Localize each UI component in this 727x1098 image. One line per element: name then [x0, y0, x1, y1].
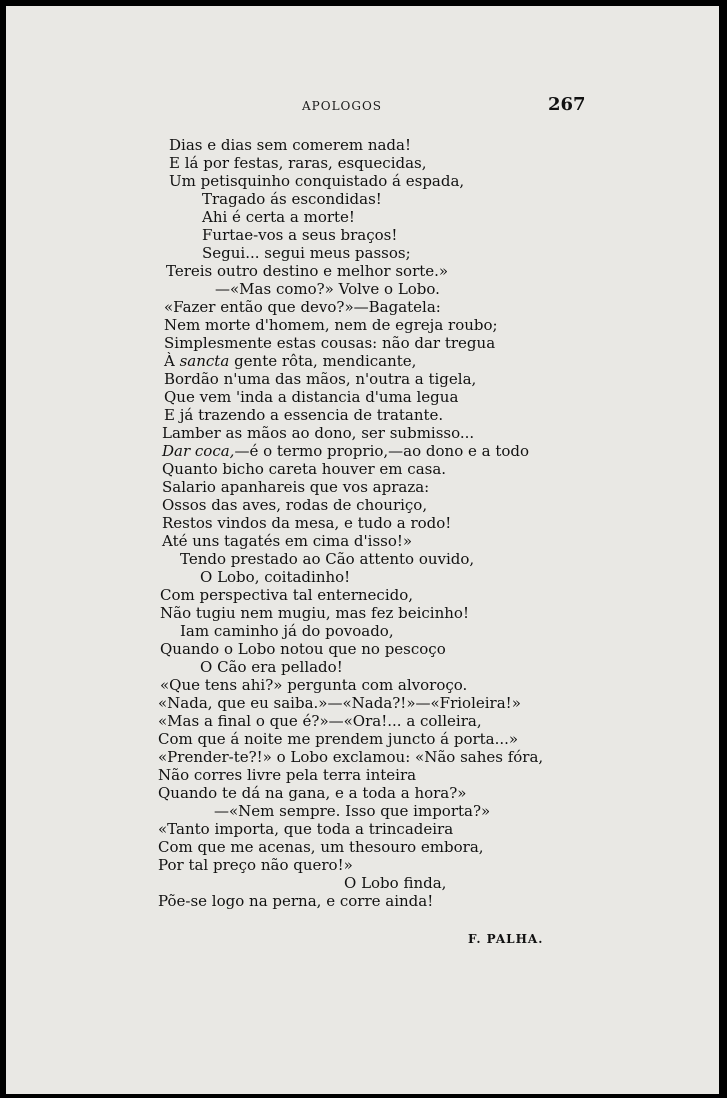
poem-line: Simplesmente estas cousas: não dar tregua — [164, 334, 496, 352]
poem-line: Salario apanhareis que vos apraza: — [162, 478, 430, 496]
poem-line: Tendo prestado ao Cão attento ouvido, — [180, 550, 475, 568]
poem-line: Dar coca,—é o termo proprio,—ao dono e a todo — [162, 442, 530, 460]
poem-line: Um petisquinho conquistado á espada, — [169, 172, 465, 190]
poem-line: Bordão n'uma das mãos, n'outra a tigela, — [164, 370, 477, 388]
page-number: 267 — [548, 94, 586, 115]
poem-line: Com que me acenas, um thesouro embora, — [158, 838, 484, 856]
book-page — [6, 6, 719, 1094]
poem-line: —«Nem sempre. Isso que importa?» — [214, 802, 491, 820]
running-title: APOLOGOS — [302, 99, 383, 113]
poem-line: Iam caminho já do povoado, — [180, 622, 394, 640]
poem-line: Segui... segui meus passos; — [202, 244, 411, 262]
poem-line: Ahi é certa a morte! — [202, 208, 355, 226]
poem-line: O Cão era pellado! — [200, 658, 343, 676]
poem-line: Furtae-vos a seus braços! — [202, 226, 398, 244]
poem-line: E já trazendo a essencia de tratante. — [164, 406, 444, 424]
poem-line: Com perspectiva tal enternecido, — [160, 586, 414, 604]
poem-line: À sancta gente rôta, mendicante, — [164, 352, 417, 370]
poem-line: Não tugiu nem mugiu, mas fez beicinho! — [160, 604, 469, 622]
poem-line: O Lobo finda, — [344, 874, 447, 892]
poem-line: Por tal preço não quero!» — [158, 856, 353, 874]
poem-line: «Prender-te?!» o Lobo exclamou: «Não sahes fóra, — [158, 748, 544, 766]
poem-line: Que vem 'inda a distancia d'uma legua — [164, 388, 459, 406]
poem-line: Quanto bicho careta houver em casa. — [162, 460, 447, 478]
poem-line: «Mas a final o que é?»—«Ora!... a colleira, — [158, 712, 482, 730]
poem-line: Lamber as mãos ao dono, ser submisso... — [162, 424, 475, 442]
poem-line: Não corres livre pela terra inteira — [158, 766, 417, 784]
poem-line: —«Mas como?» Volve o Lobo. — [215, 280, 440, 298]
poem-line: «Que tens ahi?» pergunta com alvoroço. — [160, 676, 468, 694]
italic-word: sancta — [179, 352, 230, 370]
poem-line: E lá por festas, raras, esquecidas, — [169, 154, 427, 172]
poem-line: «Fazer então que devo?»—Bagatela: — [164, 298, 441, 316]
poem-line: Nem morte d'homem, nem de egreja roubo; — [164, 316, 498, 334]
page-header — [6, 94, 719, 118]
italic-word: Dar coca, — [162, 442, 235, 460]
poem-line: «Tanto importa, que toda a trincadeira — [158, 820, 454, 838]
poem-line: Tereis outro destino e melhor sorte.» — [166, 262, 449, 280]
poem-line: Ossos das aves, rodas de chouriço, — [162, 496, 428, 514]
poem-line: Quando te dá na gana, e a toda a hora?» — [158, 784, 467, 802]
poem-line: Restos vindos da mesa, e tudo a rodo! — [162, 514, 452, 532]
poem-line: Põe-se logo na perna, e corre ainda! — [158, 892, 434, 910]
poem-line: Dias e dias sem comerem nada! — [169, 136, 411, 154]
poem-line: Até uns tagatés em cima d'isso!» — [162, 532, 413, 550]
poem-line: «Nada, que eu saiba.»—«Nada?!»—«Frioleira!» — [158, 694, 521, 712]
poem-line: Quando o Lobo notou que no pescoço — [160, 640, 446, 658]
poem-line: O Lobo, coitadinho! — [200, 568, 351, 586]
poem-line: Com que á noite me prendem juncto á porta...» — [158, 730, 519, 748]
poem-line: Tragado ás escondidas! — [202, 190, 382, 208]
author-signature: F. PALHA. — [468, 932, 544, 946]
